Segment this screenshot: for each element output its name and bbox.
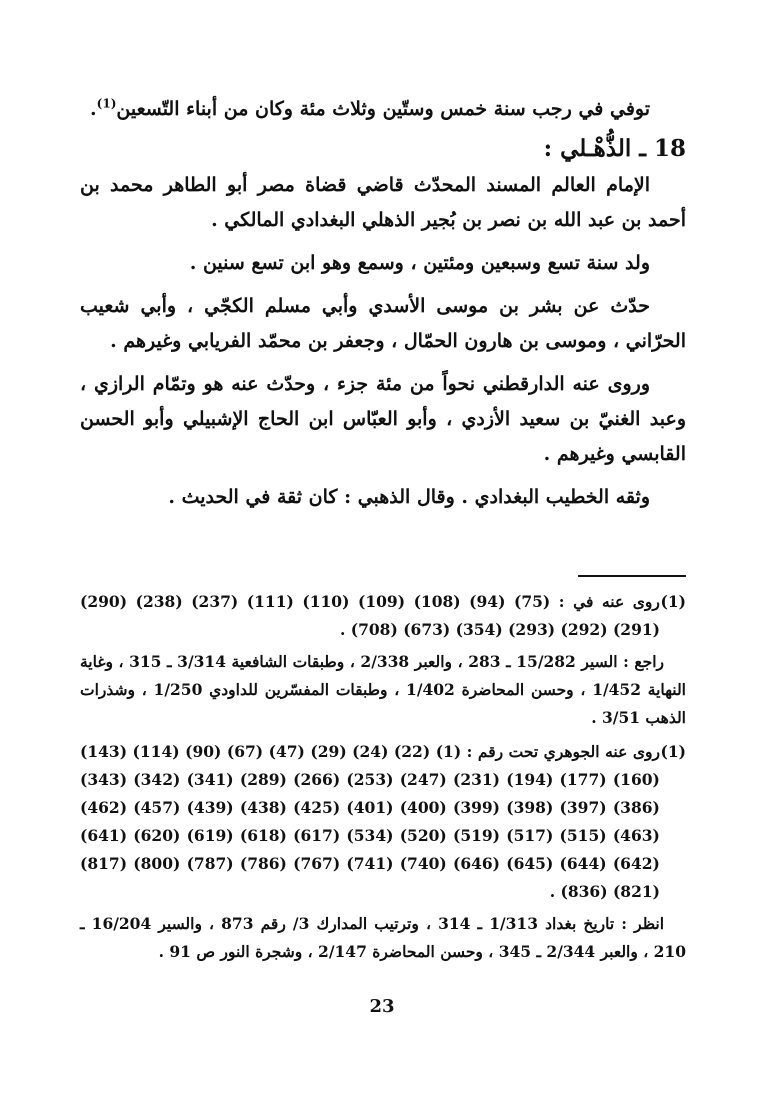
footnote-text: روى عنه في : (75) (94) (108) (109) (110) (111) (237) (238) (290) (291) (292) (293) (354) (673) (708) . [80, 592, 660, 639]
footnote-text: روى عنه الجوهري تحت رقم : (1) (22) (24) (29) (47) (67) (90) (114) (143) (160) (177) (194) (231) (247) (253) (266) (289) (341) (342) (343) (386) (397) (398) (399) (400) (401) (425) (438) (439) (457) (462) (463) (515) (517) (519) (520) (534) (617) (618) (619) (620) (641) (642) (644) (645) (646) (740) (741) (767) (786) (787) (800) (817) (821) (836) . [80, 742, 660, 901]
footnote-sources: انظر : تاريخ بغداد 1/313 ـ 314 ، وترتيب المدارك 3/ رقم 873 ، والسير 16/204 ـ 210 ، والعبر 2/344 ـ 345 ، وحسن المحاضرة 2/147 ، وشجرة النور ص 91 . [80, 914, 686, 961]
page-number: 23 [369, 996, 395, 1017]
footnote-number: (1) [660, 742, 686, 761]
footnote [80, 588, 686, 644]
prev-entry-end: توفي في رجب سنة خمس وستّين وثلاث مئة وكان من أبناء التّسعين$^{(1)}$. [90, 96, 650, 120]
footnote-separator [578, 575, 686, 577]
footnote-marker: (1) [96, 96, 117, 111]
paragraph-2: ولد سنة تسع وسبعين ومئتين ، وسمع وهو ابن تسع سنين . [189, 252, 650, 274]
paragraph-5: وثقه الخطيب البغدادي . وقال الذهبي : كان ثقة في الحديث . [168, 486, 650, 508]
main-text [80, 92, 686, 515]
paragraph-4: وروى عنه الدارقطني نحواً من مئة جزء ، وحدّث عنه هو وتمّام الرازي ، وعبد الغنيّ بن سعيد الأزدي ، وأبو العبّاس ابن الحاج الإشبيلي وأبو الحسن القابسي وغيرهم . [80, 373, 686, 465]
footnote [80, 738, 686, 906]
footnote-number: (1) [660, 592, 686, 611]
paragraph-3: حدّث عن بشر بن موسى الأسدي وأبي مسلم الكجّي ، وأبي شعيب الحرّاني ، وموسى بن هارون الحمّال ، وجعفر بن محمّد الفريابي وغيرهم . [80, 295, 686, 352]
entry-heading: 18 ـ الذُّهْـلي : [543, 135, 686, 162]
footnote-sources: راجع : السير 15/282 ـ 283 ، والعبر 2/338 ، وطبقات الشافعية 3/314 ـ 315 ، وغاية النهاية 1/452 ، وحسن المحاضرة 1/402 ، وطبقات المفسّرين للداودي 1/250 ، وشذرات الذهب 3/51 . [80, 652, 686, 727]
footnotes [80, 588, 686, 972]
paragraph-1: الإمام العالم المسند المحدّث قاضي قضاة مصر أبو الطاهر محمد بن أحمد بن عبد الله بن نصر بن بُجير الذهلي البغدادي المالكي . [80, 174, 686, 231]
